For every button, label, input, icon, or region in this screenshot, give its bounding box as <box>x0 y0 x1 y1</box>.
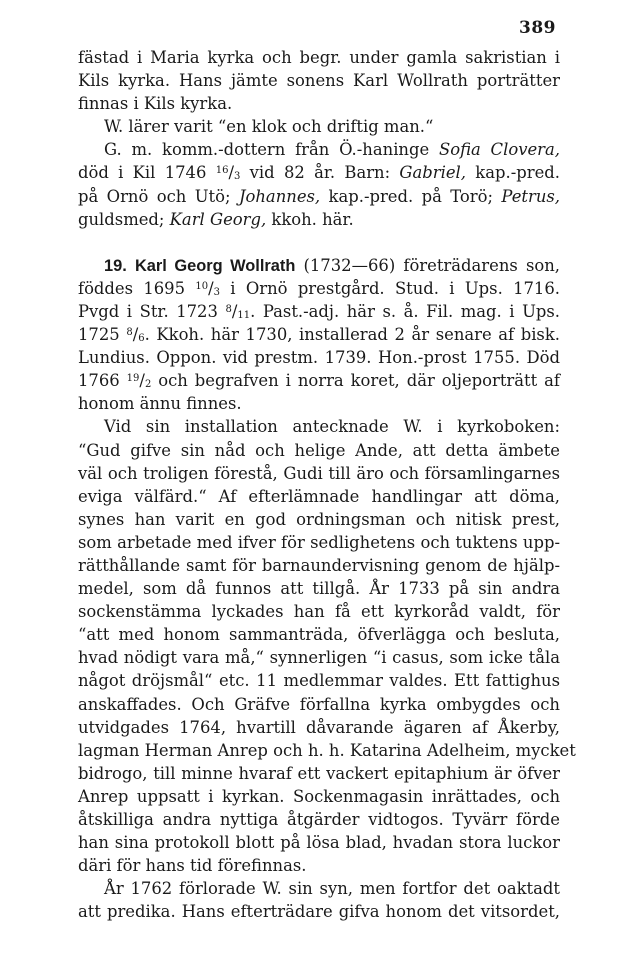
text-run: G. m. komm.-dottern från Ö.-haninge <box>104 140 439 160</box>
text-line: medel, som då funnos att tillgå. År 1733 på sin andra <box>78 579 560 599</box>
entry-number: 19. <box>104 256 127 275</box>
italic-name: Karl Georg, <box>169 209 267 229</box>
text-line: utvidgades 1764, hvartill dåvarande ägaren af Åkerby, <box>78 717 560 737</box>
text-line: något dröjsmål“ etc. 11 medlemmar valdes. Ett fattighus <box>78 671 560 691</box>
text-run: död i Kil 1746 <box>78 163 216 183</box>
text-run: Pvgd i Str. 1723 <box>78 301 226 321</box>
date-day: 16 <box>215 165 229 177</box>
text-line: Lundius. Oppon. vid prestm. 1739. Hon.-prost 1755. Död <box>78 348 560 368</box>
date-month: 3 <box>213 286 220 298</box>
text-line <box>78 185 560 208</box>
text-run: 1725 <box>78 325 127 345</box>
text-run: på Ornö och Utö; <box>78 186 239 206</box>
text-line <box>78 208 560 231</box>
text-run: och begrafven i norra koret, där oljeporträtt af <box>151 371 560 391</box>
text-line: hvad nödigt vara må,“ synnerligen “i casus, som icke tåla <box>78 648 560 668</box>
text-line: anskaffades. Och Gräfve förfallna kyrka ombygdes och <box>78 694 560 714</box>
date-month: 2 <box>144 379 152 391</box>
text-line: År 1762 förlorade W. sin syn, men fortfor det oaktadt <box>104 879 560 899</box>
date-month: 11 <box>237 309 251 321</box>
text-line: eviga välfärd.“ Af efterlämnade handlingar att döma, <box>78 486 560 506</box>
text-line: Kils kyrka. Hans jämte sonens Karl Wollrath porträtter <box>78 71 560 91</box>
date-day: 8 <box>225 303 232 315</box>
text-run: (1732—66) företrädarens son, <box>295 255 560 275</box>
text-line: finnas i Kils kyrka. <box>78 94 233 114</box>
text-line: 1725 $^8/_6$. Kkoh. här 1730, installerad 2 år senare af bisk. <box>78 325 560 345</box>
text-run: 1766 <box>78 371 127 391</box>
text-line: föddes 1695 $^{10}/_3$ i Ornö prestgård. Stud. i Ups. 1716. <box>78 278 560 298</box>
section-gap <box>78 231 560 254</box>
text-run: i Ornö prestgård. Stud. i Ups. 1716. <box>219 278 560 298</box>
text-line: Pvgd i Str. 1723 $^8/_{11}$. Past.-adj. här s. å. Fil. mag. i Ups. <box>78 301 560 321</box>
text-line: att predika. Hans efterträdare gifva honom det vitsordet, <box>78 902 560 922</box>
text-line: däri för hans tid förefinnas. <box>78 856 307 876</box>
text-line: fästad i Maria kyrka och begr. under gamla sakristian i <box>78 48 560 67</box>
text-line: död i Kil 1746 $^{16}/_3$ vid 82 år. Barn: Gabriel, kap.-pred. <box>78 163 560 183</box>
text-run: vid 82 år. Barn: <box>240 163 400 183</box>
date-day: 8 <box>126 327 133 339</box>
text-line: synes han varit en god ordningsman och nitisk prest, <box>78 509 560 529</box>
text-run: föddes 1695 <box>78 278 196 298</box>
text-line: rätthållande samt för barnaundervisning genom de hjälp- <box>78 555 560 575</box>
text-run: . Past.-adj. här s. å. Fil. mag. i Ups. <box>250 301 560 321</box>
italic-name: Gabriel, <box>399 163 467 183</box>
text-line: sockenstämma lyckades han få ett kyrkoråd valdt, för <box>78 602 560 622</box>
text-line: lagman Herman Anrep och h. h. Katarina Adelheim, mycket <box>78 740 576 760</box>
text-line: åtskilliga andra nyttiga åtgärder vidtogos. Tyvärr förde <box>78 810 560 829</box>
text-run: . Kkoh. här 1730, installerad 2 år senare af bisk. <box>144 325 560 345</box>
italic-name: Sofia Clovera, <box>438 140 560 160</box>
entry-name: Karl Georg Wollrath <box>134 256 296 275</box>
text-line: bidrogo, till minne hvaraf ett vackert epitaphium är öfver <box>78 763 560 783</box>
date-month: 6 <box>138 333 145 345</box>
text-line: som arbetade med ifver för sedlighetens och tuktens upp- <box>78 532 560 552</box>
text-line: “Gud gifve sin nåd och helige Ande, att detta ämbete <box>78 440 560 460</box>
entry-heading-line <box>78 254 560 277</box>
text-line: väl och troligen förestå, Gudi till äro och församlingarnes <box>78 463 560 483</box>
italic-name: Petrus, <box>501 186 560 206</box>
italic-name: Johannes, <box>238 186 321 206</box>
text-line: “att med honom sammanträda, öfverlägga och besluta, <box>78 625 560 645</box>
text-line: han sina protokoll blott på lösa blad, hvadan stora luckor <box>78 833 560 853</box>
text-line: Anrep uppsatt i kyrkan. Sockenmagasin inrättades, och <box>78 786 560 806</box>
text-run: kap.-pred. på Torö; <box>320 186 502 206</box>
date-month: 3 <box>233 171 241 183</box>
text-line <box>78 138 560 161</box>
text-line: Vid sin installation antecknade W. i kyrkoboken: <box>104 417 560 437</box>
text-line: honom ännu finnes. <box>78 394 242 414</box>
text-run: kkoh. här. <box>266 209 354 229</box>
date-day: 10 <box>195 280 209 292</box>
date-day: 19 <box>126 373 140 385</box>
text-run: guldsmed; <box>78 209 170 229</box>
body-text <box>78 46 576 923</box>
text-run: kap.-pred. <box>466 163 560 183</box>
text-line: W. lärer varit “en klok och driftig man.“ <box>104 117 434 137</box>
text-line: 1766 $^{19}/_2$ och begrafven i norra koret, där oljeporträtt af <box>78 371 560 391</box>
page-number: 389 <box>519 18 556 38</box>
